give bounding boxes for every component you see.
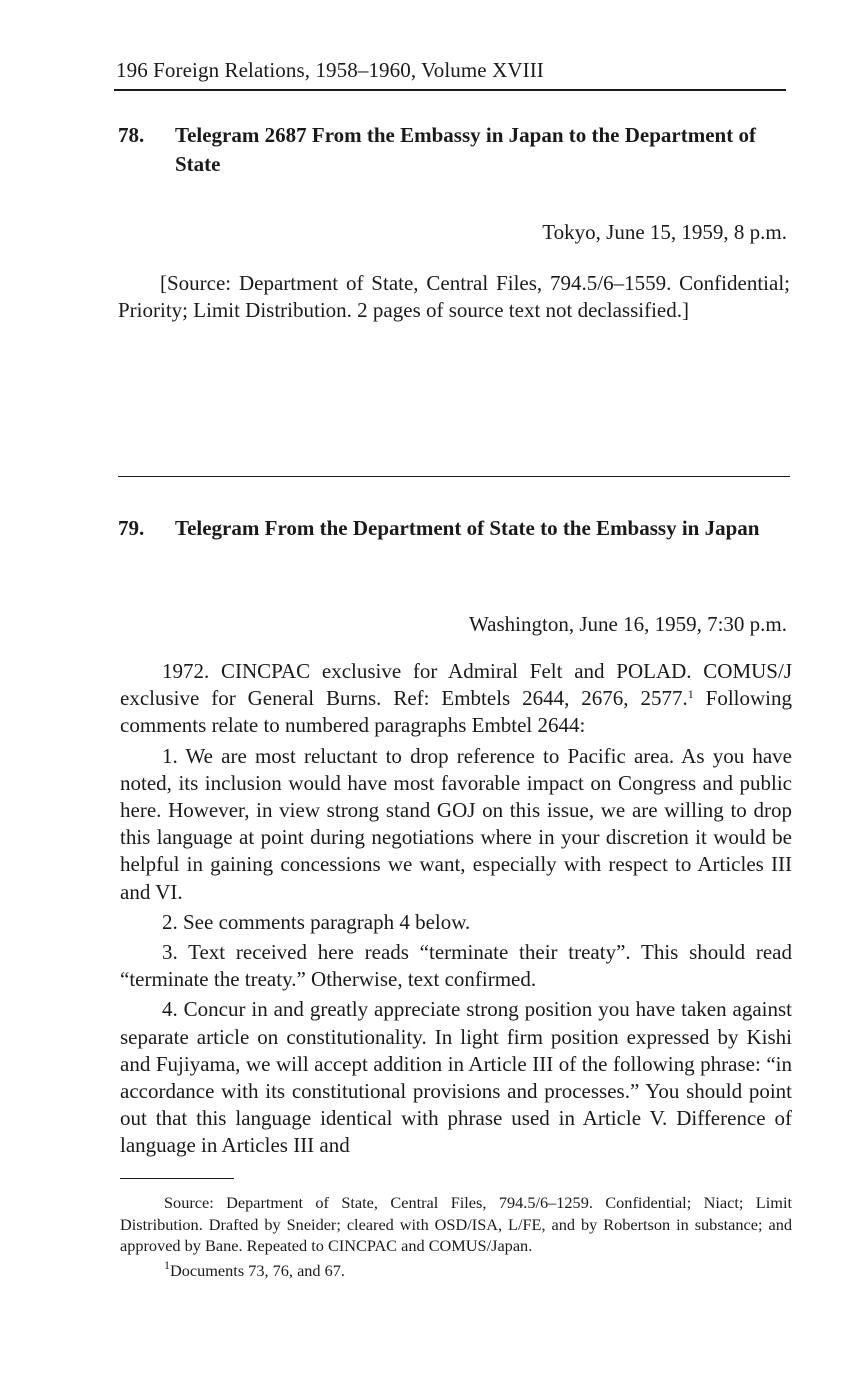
document-separator: [118, 476, 790, 477]
doc79-title: Telegram From the Department of State to the Embassy in Japan: [175, 516, 760, 540]
footnote-1: [120, 1257, 792, 1282]
footnotes: [120, 1192, 792, 1284]
doc79-intro-tail: Following comments relate to numbered paragraphs Embtel 2644:: [120, 686, 792, 738]
doc79-intro: 1972. CINCPAC exclusive for Admiral Felt and POLAD. COMUS/J exclusive for General Burns. Ref: Embtels 2644, 2676, 2577.: [120, 659, 792, 711]
doc79-intro-paragraph: [120, 658, 792, 740]
doc78-source-note: [Source: Department of State, Central Files, 794.5/6–1559. Confidential; Priority; Limit Distribution. 2 pages of source text not declassified.]: [118, 271, 790, 322]
doc78-dateline: Tokyo, June 15, 1959, 8 p.m.: [542, 220, 787, 244]
footnote-1-mark: 1: [164, 1257, 170, 1272]
doc78-title: Telegram 2687 From the Embassy in Japan to the Department of State: [175, 123, 756, 176]
footnote-rule: [120, 1178, 234, 1179]
running-head-rule: [114, 89, 786, 91]
footnote-source: Source: Department of State, Central Files, 794.5/6–1259. Confidential; Niact; Limit Distribution. Drafted by Sneider; cleared with OSD/ISA, L/FE, and by Robertson in substance; and approved by Bane. Repeated to CINCPAC and COMUS/Japan.: [120, 1193, 792, 1255]
running-head: 196 Foreign Relations, 1958–1960, Volume XVIII: [116, 58, 544, 82]
footnote-1-text: Documents 73, 76, and 67.: [170, 1260, 345, 1280]
footnote-ref-1: 1: [687, 687, 694, 702]
doc79-paragraph-4: 4. Concur in and greatly appreciate strong position you have taken against separate article on constitutionality. In light firm position expressed by Kishi and Fujiyama, we will accept addition in Article III of the following phrase: “in accordance with its constitutional provisions and processes.” You should point out that this language identical with phrase used in Article V. Difference of language in Articles III and: [120, 997, 792, 1158]
doc79-paragraph-2: 2. See comments paragraph 4 below.: [162, 909, 471, 934]
doc79-paragraph-1: 1. We are most reluctant to drop reference to Pacific area. As you have noted, its inclusion would have most favorable impact on Congress and public here. However, in view strong stand GOJ on this issue, we are willing to drop this language at point during negotiations where in your discretion it would be helpful in gaining concessions we want, especially with respect to Articles III and VI.: [120, 743, 792, 904]
doc79-paragraph-3: 3. Text received here reads “terminate their treaty”. This should read “terminate the treaty.” Otherwise, text confirmed.: [120, 940, 792, 992]
doc79-dateline: Washington, June 16, 1959, 7:30 p.m.: [469, 612, 787, 636]
doc79-body: [120, 658, 792, 1163]
doc78-number: 78.: [118, 123, 145, 147]
doc79-number: 79.: [118, 516, 145, 540]
